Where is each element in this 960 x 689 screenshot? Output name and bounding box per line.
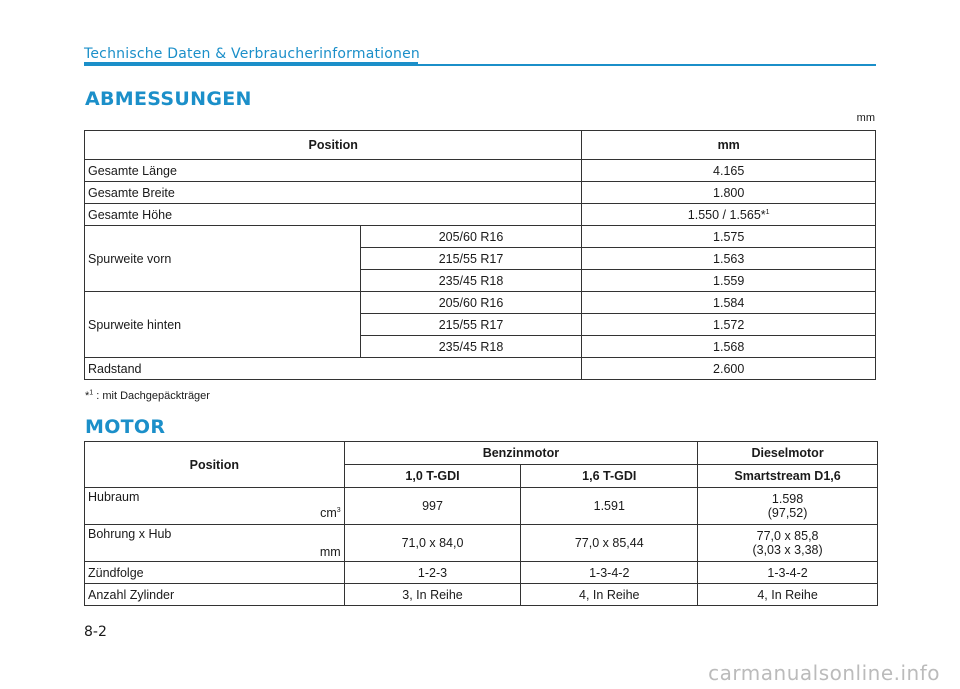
row-value: 71,0 x 84,0 bbox=[344, 525, 521, 562]
table-row bbox=[85, 562, 878, 584]
row-value: 1.559 bbox=[582, 270, 876, 292]
row-unit: mm bbox=[319, 545, 341, 559]
row-value: 77,0 x 85,8 (3,03 x 3,38) bbox=[698, 525, 878, 562]
row-label-cell bbox=[85, 525, 345, 562]
tire-size: 215/55 R17 bbox=[360, 314, 582, 336]
row-value: 1.563 bbox=[582, 248, 876, 270]
engine-variant: Smartstream D1,6 bbox=[698, 465, 878, 488]
table-row bbox=[85, 488, 878, 525]
row-label: Spurweite vorn bbox=[85, 226, 361, 292]
row-label-cell bbox=[85, 488, 345, 525]
row-value: 77,0 x 85,44 bbox=[521, 525, 698, 562]
footnote-ref: 1 bbox=[765, 208, 770, 216]
table-row bbox=[85, 358, 876, 380]
dimensions-heading: ABMESSUNGEN bbox=[85, 88, 252, 110]
col-position-header: Position bbox=[85, 442, 345, 488]
row-value: 997 bbox=[344, 488, 521, 525]
row-value: 1.800 bbox=[582, 182, 876, 204]
row-label: Gesamte Höhe bbox=[85, 204, 582, 226]
row-unit: $cm^3$ bbox=[320, 506, 341, 520]
table-row bbox=[85, 204, 876, 226]
row-value: 1-3-4-2 bbox=[698, 562, 878, 584]
tire-size: 235/45 R18 bbox=[360, 270, 582, 292]
table-row bbox=[85, 131, 876, 160]
row-label: Gesamte Breite bbox=[85, 182, 582, 204]
row-value: 4, In Reihe bbox=[521, 584, 698, 606]
footnote-mark: * bbox=[85, 390, 90, 402]
table-row bbox=[85, 226, 876, 248]
engine-table bbox=[84, 441, 878, 606]
footnote-text: : mit Dachgepäckträger bbox=[93, 390, 210, 402]
row-value: 1-2-3 bbox=[344, 562, 521, 584]
dimensions-table bbox=[84, 130, 876, 380]
row-value: 1.584 bbox=[582, 292, 876, 314]
height-value: 1.550 / 1.565* bbox=[687, 207, 766, 222]
engine-variant: 1,0 T-GDI bbox=[344, 465, 521, 488]
row-value bbox=[582, 204, 876, 226]
row-value: 2.600 bbox=[582, 358, 876, 380]
engine-heading: MOTOR bbox=[85, 416, 166, 438]
row-label: Gesamte Länge bbox=[85, 160, 582, 182]
table-row bbox=[85, 442, 878, 465]
row-value: 1.598 (97,52) bbox=[698, 488, 878, 525]
page-number: 8-2 bbox=[84, 624, 107, 640]
tire-size: 205/60 R16 bbox=[360, 292, 582, 314]
row-value: 1.575 bbox=[582, 226, 876, 248]
table-row bbox=[85, 525, 878, 562]
col-diesel-header: Dieselmotor bbox=[698, 442, 878, 465]
row-label: Radstand bbox=[85, 358, 582, 380]
row-label: Spurweite hinten bbox=[85, 292, 361, 358]
row-value: 1.591 bbox=[521, 488, 698, 525]
row-value: 1.568 bbox=[582, 336, 876, 358]
table-row bbox=[85, 160, 876, 182]
tire-size: 235/45 R18 bbox=[360, 336, 582, 358]
row-label: Zündfolge bbox=[85, 562, 345, 584]
unit-note: mm bbox=[856, 112, 875, 124]
table-row bbox=[85, 182, 876, 204]
row-value: 4, In Reihe bbox=[698, 584, 878, 606]
col-mm-header: mm bbox=[582, 131, 876, 160]
tire-size: 215/55 R17 bbox=[360, 248, 582, 270]
engine-variant: 1,6 T-GDI bbox=[521, 465, 698, 488]
footnote-sup: 1 bbox=[89, 389, 94, 397]
row-label: Anzahl Zylinder bbox=[85, 584, 345, 606]
row-value: 4.165 bbox=[582, 160, 876, 182]
footnote bbox=[85, 390, 210, 402]
header-rule bbox=[84, 64, 876, 66]
row-label: Bohrung x Hub bbox=[88, 527, 172, 541]
row-value: 1-3-4-2 bbox=[521, 562, 698, 584]
col-petrol-header: Benzinmotor bbox=[344, 442, 698, 465]
tire-size: 205/60 R16 bbox=[360, 226, 582, 248]
row-value: 1.572 bbox=[582, 314, 876, 336]
row-value: 3, In Reihe bbox=[344, 584, 521, 606]
row-label: Hubraum bbox=[88, 490, 140, 504]
chapter-title: Technische Daten & Verbraucherinformationen bbox=[84, 46, 420, 62]
table-row bbox=[85, 584, 878, 606]
col-position-header: Position bbox=[85, 131, 582, 160]
table-row bbox=[85, 292, 876, 314]
watermark-link[interactable]: carmanualsonline.info bbox=[708, 661, 940, 685]
